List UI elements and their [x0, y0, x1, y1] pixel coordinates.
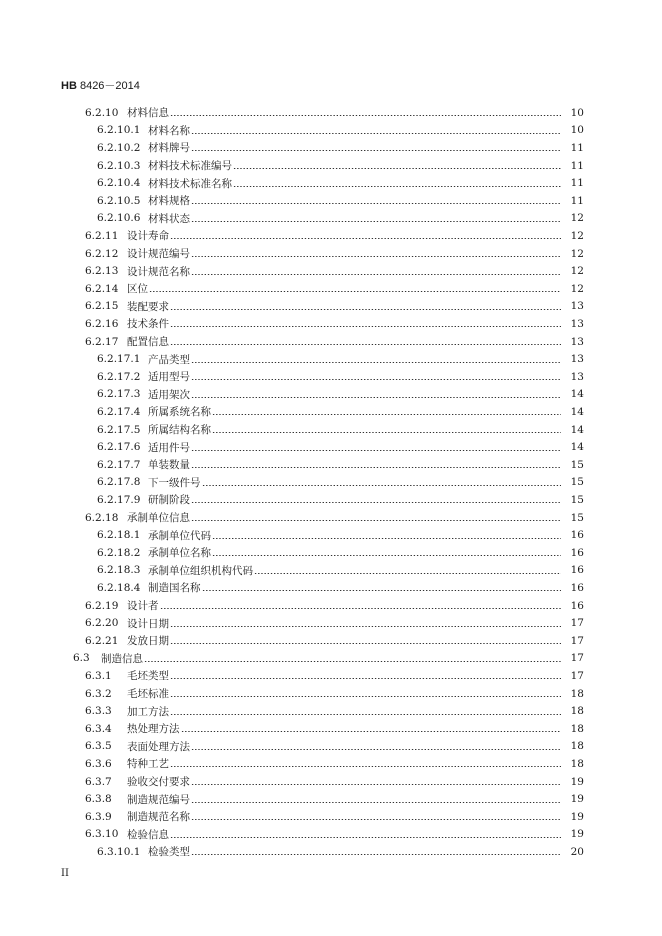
toc-entry-page: 18	[570, 687, 584, 700]
toc-entry[interactable]	[0, 509, 662, 527]
toc-leader-dots	[212, 432, 561, 433]
toc-leader-dots	[191, 784, 561, 785]
toc-entry-page: 17	[570, 669, 584, 682]
toc-entry-number: 6.2.18.2	[97, 546, 141, 559]
toc-entry[interactable]	[0, 192, 662, 210]
toc-entry-title: 技术条件	[127, 318, 169, 331]
toc-entry-page: 15	[570, 511, 584, 524]
toc-entry-title: 材料名称	[148, 124, 190, 137]
toc-leader-dots	[191, 450, 561, 451]
toc-entry-page: 10	[570, 106, 584, 119]
toc-entry[interactable]	[0, 614, 662, 632]
toc-leader-dots	[191, 133, 561, 134]
toc-entry-page: 19	[570, 828, 584, 841]
toc-entry[interactable]	[0, 438, 662, 456]
toc-leader-dots	[170, 344, 561, 345]
toc-entry-page: 13	[570, 300, 584, 313]
toc-entry-title: 所属系统名称	[148, 406, 211, 419]
toc-leader-dots	[212, 414, 561, 415]
toc-entry-number: 6.2.20	[85, 617, 119, 630]
toc-entry-title: 制造规范编号	[127, 793, 190, 806]
toc-entry[interactable]	[0, 544, 662, 562]
toc-entry-page: 11	[570, 141, 584, 154]
toc-entry-number: 6.3.8	[85, 793, 112, 806]
toc-leader-dots	[233, 186, 561, 187]
toc-entry-title: 承制单位名称	[148, 547, 211, 560]
toc-entry-title: 制造规范名称	[127, 811, 190, 824]
toc-entry-title: 设计日期	[127, 617, 169, 630]
toc-leader-dots	[191, 502, 561, 503]
toc-entry-title: 单装数量	[148, 459, 190, 472]
toc-leader-dots	[191, 203, 561, 204]
toc-entry-title: 毛坯类型	[127, 670, 169, 683]
toc-leader-dots	[191, 819, 561, 820]
toc-entry-number: 6.2.15	[85, 300, 119, 313]
toc-entry-page: 16	[570, 581, 584, 594]
toc-leader-dots	[254, 573, 561, 574]
toc-entry-page: 14	[570, 405, 584, 418]
toc-entry-number: 6.3.6	[85, 757, 112, 770]
toc-leader-dots	[149, 291, 561, 292]
toc-entry-page: 17	[570, 617, 584, 630]
toc-entry-number: 6.3.7	[85, 775, 112, 788]
toc-leader-dots	[170, 714, 561, 715]
toc-entry[interactable]	[0, 650, 662, 668]
toc-entry-title: 材料技术标准名称	[148, 177, 232, 190]
toc-entry-number: 6.2.17.4	[97, 405, 141, 418]
toc-entry-page: 13	[570, 317, 584, 330]
toc-entry-number: 6.2.10.4	[97, 177, 141, 190]
toc-entry-page: 19	[570, 775, 584, 788]
toc-leader-dots	[191, 749, 561, 750]
page-number: II	[61, 868, 69, 879]
toc-entry-title: 特种工艺	[127, 758, 169, 771]
toc-entry-number: 6.2.18.4	[97, 581, 141, 594]
toc-entry[interactable]	[0, 139, 662, 157]
toc-entry-number: 6.3	[73, 652, 90, 665]
toc-entry-title: 承制单位代码	[148, 529, 211, 542]
toc-entry[interactable]	[0, 104, 662, 122]
toc-leader-dots	[170, 115, 561, 116]
toc-entry[interactable]	[0, 368, 662, 386]
toc-entry-page: 16	[570, 546, 584, 559]
toc-entry-page: 14	[570, 423, 584, 436]
toc-entry[interactable]	[0, 174, 662, 192]
toc-entry[interactable]	[0, 667, 662, 685]
toc-entry-page: 16	[570, 529, 584, 542]
toc-entry-page: 10	[570, 124, 584, 137]
toc-entry-title: 制造信息	[101, 652, 143, 665]
toc-entry-number: 6.2.10.5	[97, 194, 141, 207]
toc-entry-number: 6.2.14	[85, 282, 119, 295]
toc-entry[interactable]	[0, 773, 662, 791]
toc-entry-number: 6.2.11	[85, 229, 119, 242]
toc-entry-title: 制造国名称	[148, 582, 201, 595]
toc-entry-title: 研制阶段	[148, 494, 190, 507]
toc-leader-dots	[170, 837, 561, 838]
toc-entry-number: 6.2.16	[85, 317, 119, 330]
toc-entry[interactable]	[0, 738, 662, 756]
toc-entry-number: 6.2.10.2	[97, 141, 141, 154]
toc-entry-page: 11	[570, 159, 584, 172]
toc-entry[interactable]	[0, 386, 662, 404]
toc-entry[interactable]	[0, 843, 662, 861]
toc-entry[interactable]	[0, 579, 662, 597]
toc-entry[interactable]	[0, 262, 662, 280]
toc-entry[interactable]	[0, 403, 662, 421]
toc-entry-number: 6.3.1	[85, 669, 112, 682]
toc-entry-page: 16	[570, 564, 584, 577]
toc-entry[interactable]	[0, 210, 662, 228]
toc-leader-dots	[170, 238, 561, 239]
toc-entry-page: 12	[570, 247, 584, 260]
toc-entry[interactable]	[0, 421, 662, 439]
toc-entry[interactable]	[0, 157, 662, 175]
toc-entry-title: 毛坯标准	[127, 688, 169, 701]
toc-entry[interactable]	[0, 122, 662, 140]
toc-entry[interactable]	[0, 227, 662, 245]
toc-entry[interactable]	[0, 632, 662, 650]
toc-leader-dots	[170, 309, 561, 310]
toc-leader-dots	[191, 854, 561, 855]
toc-entry[interactable]	[0, 685, 662, 703]
toc-entry-page: 11	[570, 177, 584, 190]
toc-entry[interactable]	[0, 280, 662, 298]
toc-entry-title: 设计者	[127, 600, 159, 613]
toc-entry-page: 18	[570, 740, 584, 753]
toc-entry[interactable]	[0, 702, 662, 720]
toc-entry-number: 6.2.18.3	[97, 564, 141, 577]
toc-entry-number: 6.2.19	[85, 599, 119, 612]
toc-entry-title: 适用型号	[148, 371, 190, 384]
toc-entry-title: 设计规范名称	[127, 265, 190, 278]
toc-entry-number: 6.2.17.7	[97, 458, 141, 471]
toc-entry-page: 17	[570, 652, 584, 665]
toc-entry[interactable]	[0, 333, 662, 351]
toc-entry[interactable]	[0, 315, 662, 333]
toc-entry-number: 6.2.13	[85, 265, 119, 278]
toc-entry-number: 6.2.17.1	[97, 353, 141, 366]
toc-entry-title: 所属结构名称	[148, 424, 211, 437]
toc-entry-title: 配置信息	[127, 336, 169, 349]
toc-entry-page: 18	[570, 722, 584, 735]
toc-entry[interactable]	[0, 474, 662, 492]
toc-entry-number: 6.2.17.6	[97, 441, 141, 454]
toc-entry-title: 设计规范编号	[127, 248, 190, 261]
toc-entry-page: 11	[570, 194, 584, 207]
toc-leader-dots	[212, 538, 561, 539]
toc-entry-title: 设计寿命	[127, 230, 169, 243]
toc-entry[interactable]	[0, 350, 662, 368]
toc-leader-dots	[202, 590, 562, 591]
toc-entry[interactable]	[0, 298, 662, 316]
toc-entry[interactable]	[0, 597, 662, 615]
toc-entry-title: 承制单位信息	[127, 512, 190, 525]
toc-entry-title: 下一级件号	[148, 476, 201, 489]
toc-leader-dots	[191, 150, 561, 151]
toc-leader-dots	[233, 168, 561, 169]
toc-entry[interactable]	[0, 826, 662, 844]
toc-entry-title: 装配要求	[127, 300, 169, 313]
toc-entry-number: 6.2.21	[85, 634, 119, 647]
toc-entry-title: 材料牌号	[148, 142, 190, 155]
toc-entry-number: 6.3.10	[85, 828, 119, 841]
toc-entry-page: 12	[570, 282, 584, 295]
toc-leader-dots	[181, 731, 562, 732]
toc-entry-page: 18	[570, 705, 584, 718]
standard-code: 8426－2014	[79, 80, 140, 92]
toc-leader-dots	[170, 626, 561, 627]
toc-leader-dots	[191, 397, 561, 398]
toc-leader-dots	[160, 608, 562, 609]
toc-entry-title: 验收交付要求	[127, 776, 190, 789]
toc-entry[interactable]	[0, 245, 662, 263]
toc-entry-title: 区位	[127, 283, 148, 296]
toc-leader-dots	[202, 485, 562, 486]
toc-entry-number: 6.2.18.1	[97, 529, 141, 542]
toc-leader-dots	[191, 520, 561, 521]
toc-entry-title: 材料状态	[148, 212, 190, 225]
toc-leader-dots	[144, 661, 561, 662]
toc-entry-page: 15	[570, 493, 584, 506]
toc-entry-page: 13	[570, 353, 584, 366]
toc-entry-number: 6.2.12	[85, 247, 119, 260]
toc-entry-page: 17	[570, 634, 584, 647]
toc-entry-number: 6.2.10.6	[97, 212, 141, 225]
toc-entry-title: 材料信息	[127, 107, 169, 120]
toc-entry-page: 12	[570, 212, 584, 225]
toc-entry-title: 表面处理方法	[127, 740, 190, 753]
toc-leader-dots	[170, 696, 561, 697]
toc-entry-number: 6.2.17	[85, 335, 119, 348]
toc-entry-page: 19	[570, 810, 584, 823]
toc-leader-dots	[191, 362, 561, 363]
toc-entry-title: 加工方法	[127, 705, 169, 718]
toc-entry-number: 6.3.9	[85, 810, 112, 823]
toc-entry-title: 热处理方法	[127, 723, 180, 736]
toc-leader-dots	[191, 802, 561, 803]
toc-entry-number: 6.2.10.1	[97, 124, 141, 137]
document-header	[61, 77, 140, 93]
toc-leader-dots	[170, 678, 561, 679]
toc-entry[interactable]	[0, 456, 662, 474]
toc-entry-title: 材料规格	[148, 195, 190, 208]
toc-entry-title: 发放日期	[127, 635, 169, 648]
toc-entry-page: 16	[570, 599, 584, 612]
toc-entry-page: 12	[570, 229, 584, 242]
toc-entry-page: 12	[570, 265, 584, 278]
toc-entry[interactable]	[0, 755, 662, 773]
standard-prefix: HB	[61, 80, 77, 92]
toc-entry-number: 6.2.17.2	[97, 370, 141, 383]
toc-leader-dots	[170, 326, 561, 327]
toc-entry-title: 适用件号	[148, 441, 190, 454]
toc-entry-number: 6.2.17.9	[97, 493, 141, 506]
toc-entry-page: 15	[570, 476, 584, 489]
toc-entry-page: 14	[570, 388, 584, 401]
toc-leader-dots	[170, 643, 561, 644]
toc-entry[interactable]	[0, 526, 662, 544]
toc-leader-dots	[170, 766, 561, 767]
toc-entry-number: 6.2.18	[85, 511, 119, 524]
toc-entry-page: 20	[570, 845, 584, 858]
toc-entry-page: 15	[570, 458, 584, 471]
toc-entry-page: 18	[570, 757, 584, 770]
toc-entry-number: 6.2.17.8	[97, 476, 141, 489]
toc-entry-page: 13	[570, 370, 584, 383]
toc-leader-dots	[212, 555, 561, 556]
toc-entry-page: 13	[570, 335, 584, 348]
toc-entry-title: 承制单位组织机构代码	[148, 564, 253, 577]
toc-entry-title: 检验信息	[127, 828, 169, 841]
toc-entry-title: 检验类型	[148, 846, 190, 859]
toc-entry[interactable]	[0, 491, 662, 509]
toc-entry-number: 6.3.3	[85, 705, 112, 718]
toc-entry-number: 6.2.10.3	[97, 159, 141, 172]
toc-leader-dots	[191, 274, 561, 275]
toc-entry-title: 材料技术标准编号	[148, 160, 232, 173]
toc-entry-page: 19	[570, 793, 584, 806]
toc-entry[interactable]	[0, 562, 662, 580]
toc-entry-number: 6.2.17.3	[97, 388, 141, 401]
toc-entry-number: 6.3.10.1	[97, 845, 141, 858]
toc-entry-page: 14	[570, 441, 584, 454]
toc-entry-number: 6.2.17.5	[97, 423, 141, 436]
toc-entry-number: 6.3.5	[85, 740, 112, 753]
toc-entry-number: 6.3.2	[85, 687, 112, 700]
toc-leader-dots	[191, 256, 561, 257]
toc-entry[interactable]	[0, 790, 662, 808]
toc-leader-dots	[191, 467, 561, 468]
toc-leader-dots	[191, 379, 561, 380]
toc-entry[interactable]	[0, 808, 662, 826]
toc-leader-dots	[191, 221, 561, 222]
toc-entry-title: 适用架次	[148, 388, 190, 401]
toc-entry[interactable]	[0, 720, 662, 738]
toc-entry-number: 6.2.10	[85, 106, 119, 119]
toc-entry-title: 产品类型	[148, 353, 190, 366]
toc-entry-number: 6.3.4	[85, 722, 112, 735]
